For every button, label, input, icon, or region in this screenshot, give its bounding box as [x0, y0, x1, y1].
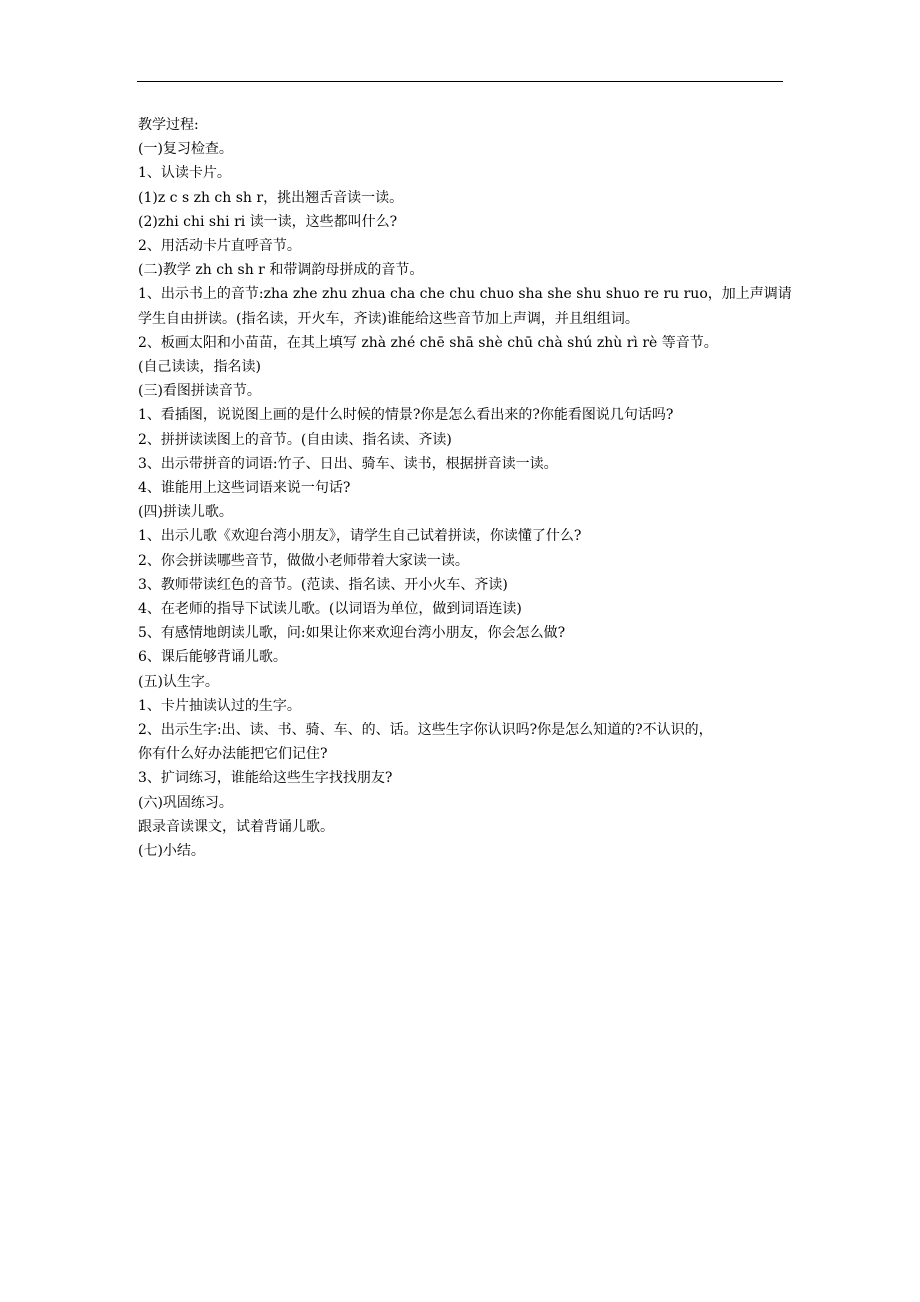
text-line: 6、课后能够背诵儿歌。 — [138, 649, 287, 666]
text-line: 2、你会拼读哪些音节，做做小老师带着大家读一读。 — [138, 552, 469, 569]
text-line: 4、在老师的指导下试读儿歌。(以词语为单位，做到词语连读) — [138, 601, 522, 618]
text-line: (自己读读，指名读) — [138, 359, 261, 376]
text-line: 3、出示带拼音的词语:竹子、日出、骑车、读书，根据拼音读一读。 — [138, 455, 558, 472]
text-line: (五)认生字。 — [138, 673, 219, 690]
text-line: (四)拼读儿歌。 — [138, 504, 233, 521]
text-line: (六)巩固练习。 — [138, 794, 233, 811]
text-line: (三)看图拼读音节。 — [138, 383, 261, 400]
text-line: 学生自由拼读。(指名读，开火车，齐读)谁能给这些音节加上声调，并且组组词。 — [138, 310, 639, 327]
text-line: 1、看插图，说说图上画的是什么时候的情景?你是怎么看出来的?你能看图说几句话吗? — [138, 407, 674, 424]
text-line: (七)小结。 — [138, 843, 205, 860]
text-line: 3、教师带读红色的音节。(范读、指名读、开小火车、齐读) — [138, 576, 508, 593]
text-line: 2、拼拼读读图上的音节。(自由读、指名读、齐读) — [138, 431, 452, 448]
text-line: (1)z c s zh ch sh r，挑出翘舌音读一读。 — [138, 189, 404, 206]
text-line: 你有什么好办法能把它们记住? — [138, 746, 328, 763]
text-line: 1、认读卡片。 — [138, 165, 231, 182]
text-line: 2、板画太阳和小苗苗，在其上填写 zhà zhé chē shā shè chū chà shú zhù rì rè 等音节。 — [138, 334, 718, 351]
text-line: 教学过程: — [138, 117, 199, 133]
text-line: 1、卡片抽读认过的生字。 — [138, 697, 301, 714]
header-rule — [137, 81, 783, 82]
text-line: 1、出示书上的音节:zha zhe zhu zhua cha che chu chuo sha she shu shuo re ru ruo，加上声调请 — [138, 286, 792, 303]
text-line: 2、用活动卡片直呼音节。 — [138, 238, 301, 255]
document-body — [138, 113, 792, 863]
text-line: (2)zhi chi shi ri 读一读，这些都叫什么? — [138, 213, 398, 230]
text-line: 5、有感情地朗读儿歌，问:如果让你来欢迎台湾小朋友，你会怎么做? — [138, 625, 566, 642]
text-line: 3、扩词练习，谁能给这些生字找找朋友? — [138, 770, 393, 787]
text-line: 2、出示生字:出、读、书、骑、车、的、话。这些生字你认识吗?你是怎么知道的?不认识的， — [138, 722, 713, 739]
text-line: 1、出示儿歌《欢迎台湾小朋友》，请学生自己试着拼读，你读懂了什么? — [138, 528, 582, 545]
text-line: 4、谁能用上这些词语来说一句话? — [138, 480, 351, 497]
text-line: 跟录音读课文，试着背诵儿歌。 — [138, 818, 334, 835]
text-line: (二)教学 zh ch sh r 和带调韵母拼成的音节。 — [138, 262, 424, 279]
text-line: (一)复习检查。 — [138, 141, 233, 158]
